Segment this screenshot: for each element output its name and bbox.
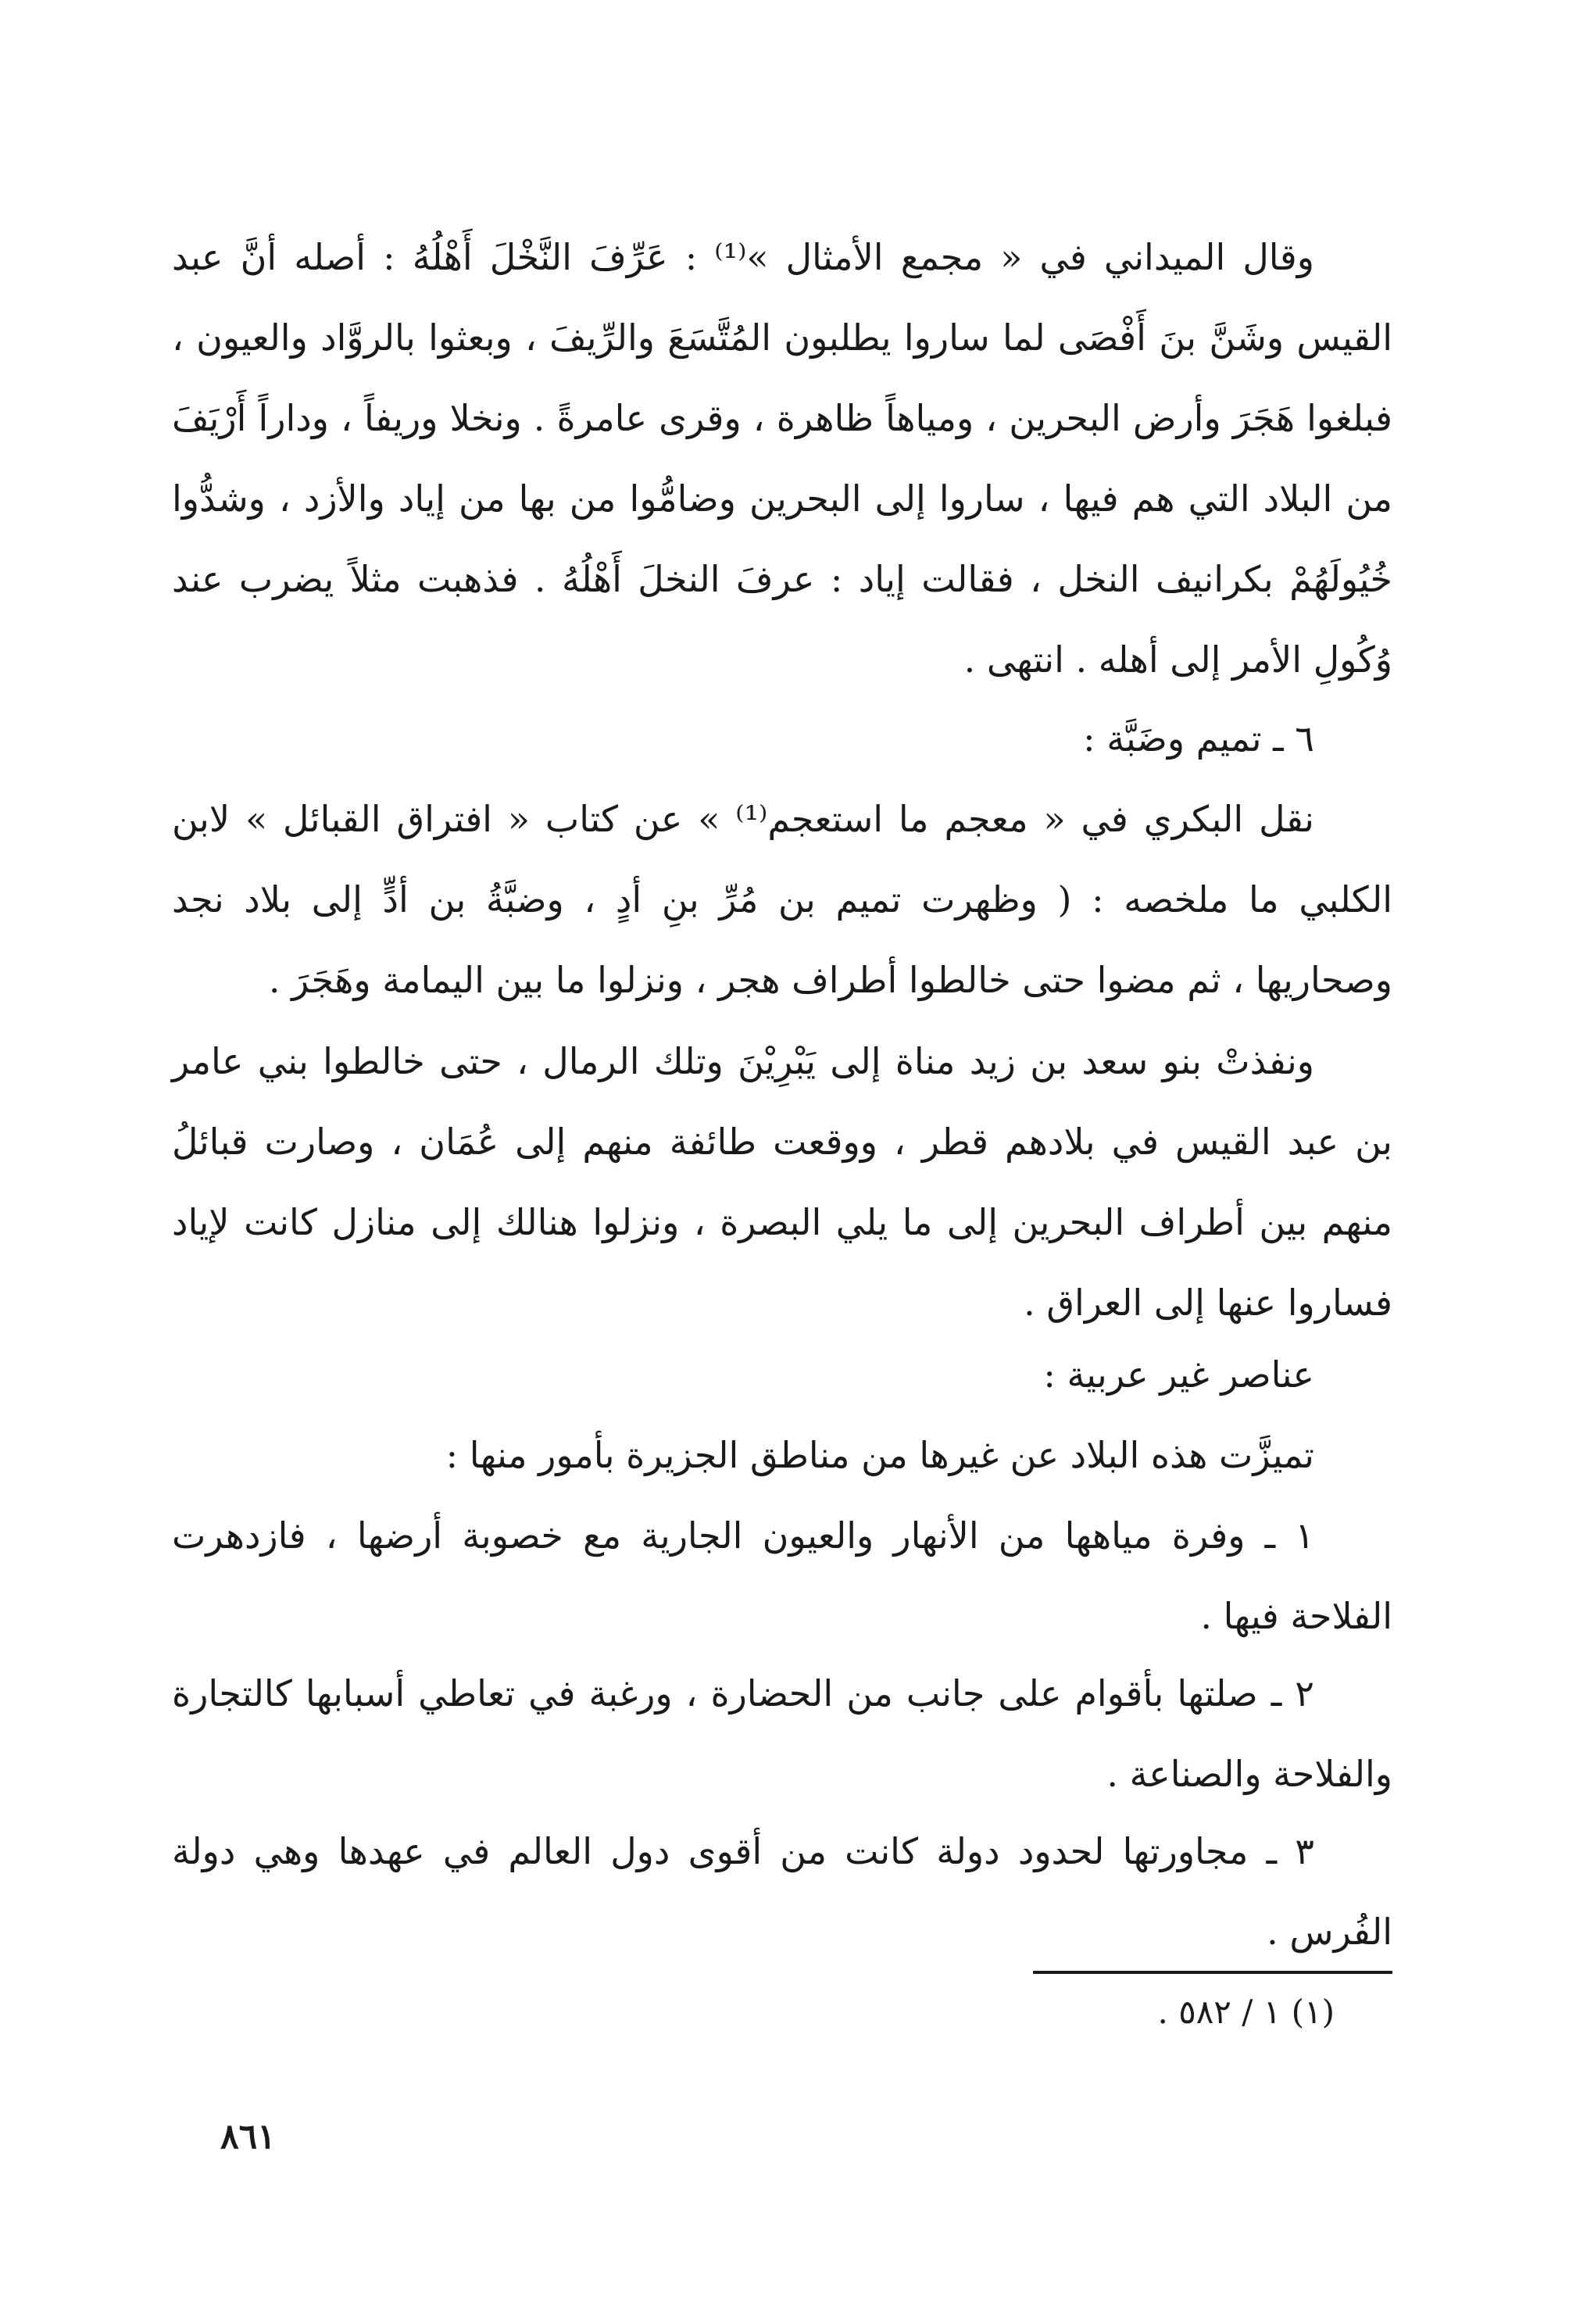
paragraph-text: وقال الميداني في « مجمع الأمثال »⁽¹⁾ : عَرِّفَ النَّخْلَ أَهْلُهُ : أصله أنَّ عبد القيس وشَنَّ بنَ أَفْصَى لما ساروا يطلبون المُتَّسَعَ والرِّيفَ ، وبعثوا بالروَّاد والعيون ، فبلغوا هَجَرَ وأرض البحرين ، ومياهاً ظاهرة ، وقرى عامرةً . ونخلا وريفاً ، وداراً أَرْيَفَ من البلاد التي هم فيها ، ساروا إلى البحرين وضامُّوا من بها من إياد والأزد ، وشدُّوا خُيُولَهُمْ بكرانيف النخل ، فقالت إياد : عرفَ النخلَ أَهْلُهُ . فذهبت مثلاً يضرب عند وُكُولِ الأمر إلى أهله . انتهى . [172,236,1392,681]
paragraph-text: ونفذتْ بنو سعد بن زيد مناة إلى يَبْرِيْنَ وتلك الرمال ، حتى خالطوا بني عامر بن عبد القيس في بلادهم قطر ، ووقعت طائفة منهم إلى عُمَان ، وصارت قبائلُ منهم بين أطراف البحرين إلى ما يلي البصرة ، ونزلوا هنالك إلى منازل كانت لإياد فساروا عنها إلى العراق . [172,1040,1392,1324]
section-heading-non-arab-elements [172,1335,1392,1415]
list-item-text: ٢ ـ صلتها بأقوام على جانب من الحضارة ، ورغبة في تعاطي أسبابها كالتجارة والفلاحة والصناعة . [172,1672,1392,1795]
list-item-persian-border [172,1811,1392,1972]
paragraph-distinctions-intro [172,1415,1392,1496]
heading-text: ٦ ـ تميم وضَبَّة : [1083,717,1314,760]
list-item-water-abundance [172,1496,1392,1657]
paragraph-bani-saad [172,1021,1392,1343]
list-item-text: ٣ ـ مجاورتها لحدود دولة كانت من أقوى دول العالم في عهدها وهي دولة الفُرس . [172,1830,1392,1953]
paragraph-text: نقل البكري في « معجم ما استعجم⁽¹⁾ » عن كتاب « افتراق القبائل » لابن الكلبي ما ملخصه : ( وظهرت تميم بن مُرِّ بنِ أدٍ ، وضبَّةُ بن أدٍّ إلى بلاد نجد وصحاريها ، ثم مضوا حتى خالطوا أطراف هجر ، ونزلوا ما بين اليمامة وهَجَرَ . [172,798,1392,1001]
list-item-civilization-contact [172,1654,1392,1815]
list-item-text: ١ ـ وفرة مياهها من الأنهار والعيون الجارية مع خصوبة أرضها ، فازدهرت الفلاحة فيها . [172,1514,1392,1637]
page-number: ٨٦١ [220,2117,276,2157]
footnote-divider [1033,1971,1392,1974]
paragraph-bakri-quote [172,779,1392,1021]
paragraph-text: تميزَّت هذه البلاد عن غيرها من مناطق الجزيرة بأمور منها : [445,1434,1314,1476]
section-heading-tamim-dabba [172,699,1392,779]
paragraph-maydani-proverb [172,217,1392,700]
footnote: (١) ١ / ٥٨٢ . [1157,1993,1335,2031]
heading-text: عناصر غير عربية : [1043,1353,1314,1396]
